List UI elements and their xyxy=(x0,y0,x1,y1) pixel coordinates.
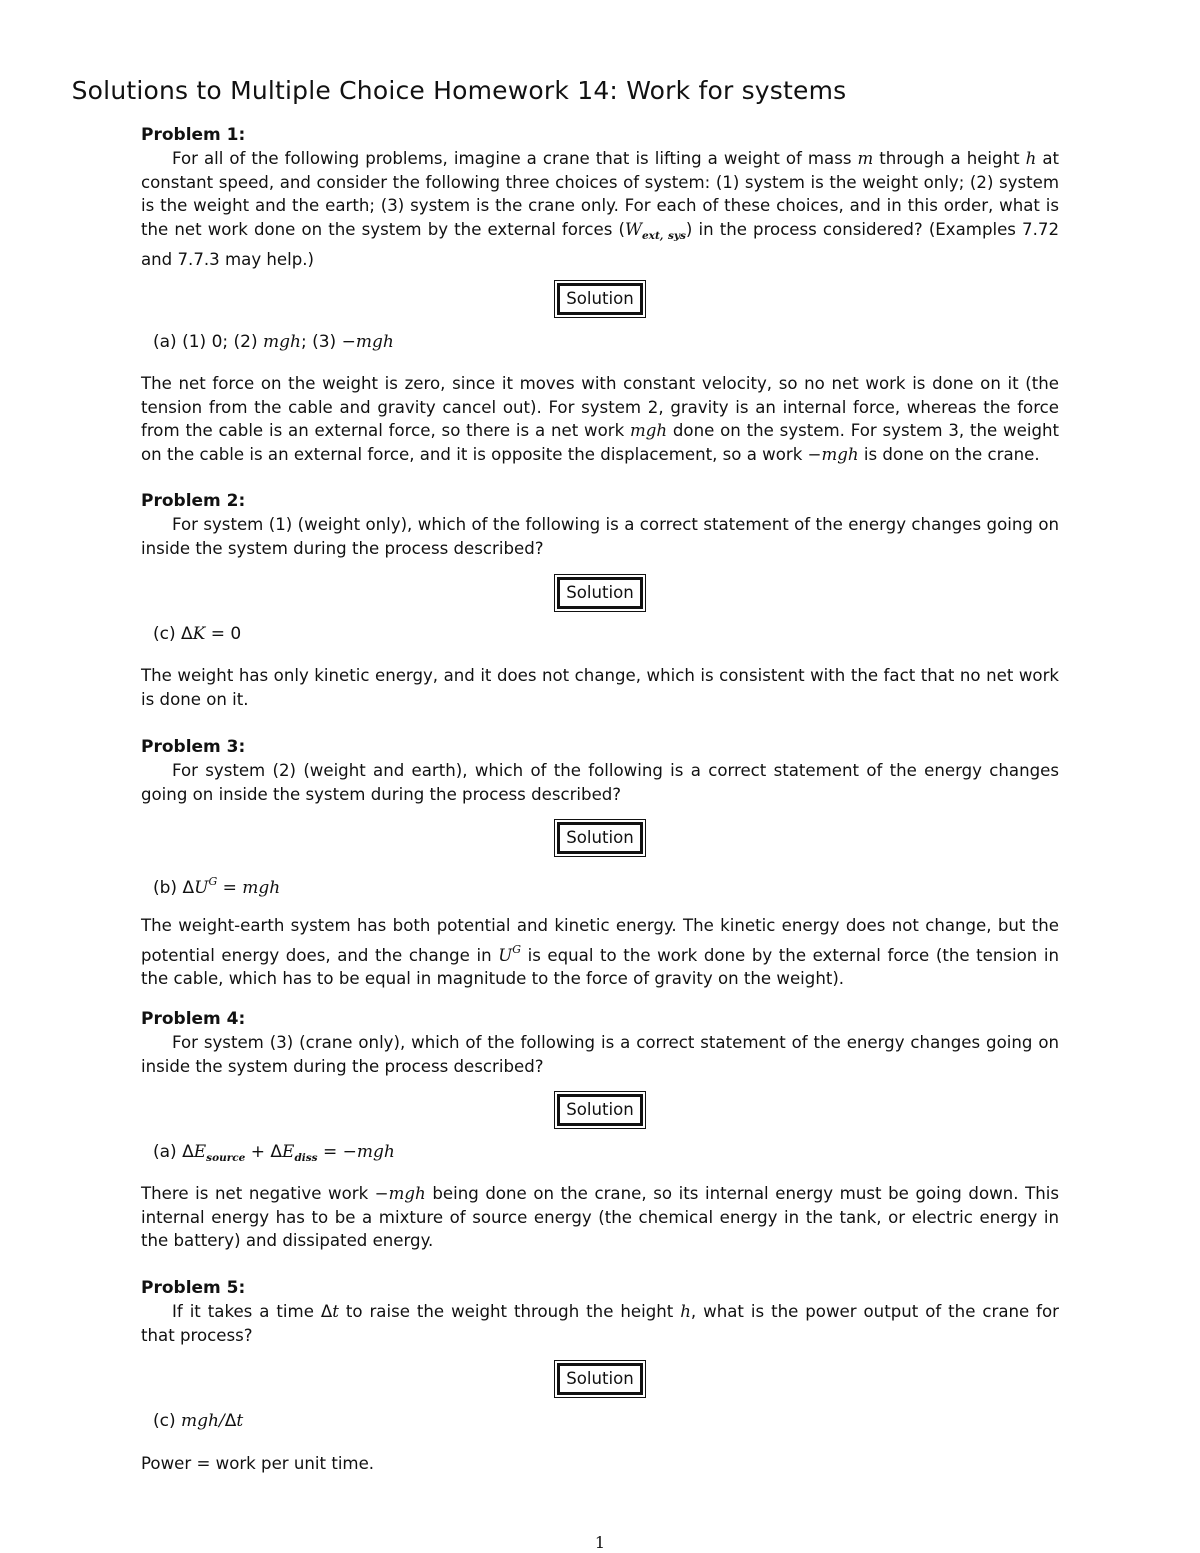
text-run: There is net negative work xyxy=(141,1184,375,1203)
solution-box-3 xyxy=(141,822,1059,854)
solution-label: Solution xyxy=(557,1363,643,1395)
math-superscript: G xyxy=(208,875,218,888)
solution-box-2 xyxy=(141,577,1059,609)
text-run: + xyxy=(245,1142,271,1162)
math-expr: mgh xyxy=(630,421,668,441)
explanation-text xyxy=(141,914,1059,991)
text-run: For all of the following problems, imagine a crane that is lifting a weight of mass xyxy=(172,149,858,168)
text-run: being done on the crane, so its internal energy must be going down. This internal energy has to be a mixture of source energy (the chemical energy in the tank, or electric energy in the battery) and dissipated energy. xyxy=(141,1184,1059,1251)
problem-4 xyxy=(141,1007,1059,1078)
math-var: t xyxy=(332,1302,339,1321)
problem-question xyxy=(141,147,1059,272)
text-run: is done on the crane. xyxy=(858,444,1040,464)
math-symbol: Δ xyxy=(182,1142,194,1162)
math-var: E xyxy=(282,1142,295,1162)
problem-1 xyxy=(141,123,1059,272)
math-var: E xyxy=(193,1142,207,1162)
math-expr: mgh xyxy=(263,332,301,352)
math-subscript: ext, sys xyxy=(642,229,686,242)
math-symbol: Δ xyxy=(181,624,193,644)
text-run: (c) xyxy=(153,1411,182,1431)
text-run: = xyxy=(217,878,243,898)
math-expr: −mgh xyxy=(342,1142,395,1162)
math-subscript: diss xyxy=(294,1152,318,1164)
answer-2 xyxy=(153,622,241,646)
math-symbol: Δ xyxy=(224,1411,237,1431)
problem-heading: Problem 2: xyxy=(141,491,246,511)
math-var: t xyxy=(236,1411,244,1431)
solution-box-5 xyxy=(141,1363,1059,1395)
math-symbol: Δ xyxy=(182,878,195,898)
math-var: m xyxy=(857,149,874,168)
explanation-text xyxy=(141,372,1059,466)
math-var: h xyxy=(680,1302,691,1321)
problem-5 xyxy=(141,1276,1059,1347)
text-run: to raise the weight through the height xyxy=(338,1302,681,1321)
text-run: at constant speed, and consider the following three choices of system: (1) system is the weight only; (2) system is the weight and the earth; (3) system is the crane only. For each of these choices, and in this order, what is the net work done on the system by the external forces ( xyxy=(141,149,1060,239)
explanation-1 xyxy=(141,372,1059,466)
problem-question: For system (3) (crane only), which of the following is a correct statement of the energy changes going on inside the system during the process described? xyxy=(141,1033,1059,1076)
answer-4 xyxy=(153,1140,395,1170)
explanation-text: The weight has only kinetic energy, and it does not change, which is consistent with the fact that no net work is done on it. xyxy=(141,666,1059,709)
math-symbol: / xyxy=(218,1411,225,1431)
math-var: h xyxy=(1025,149,1037,168)
solution-label: Solution xyxy=(557,822,643,854)
explanation-5 xyxy=(141,1452,1059,1476)
problem-question: For system (1) (weight only), which of the following is a correct statement of the energy changes going on inside the system during the process described? xyxy=(141,515,1059,558)
answer-5 xyxy=(153,1409,243,1433)
solution-box-4 xyxy=(141,1094,1059,1126)
text-run: is equal to the work done by the external force (the tension in the cable, which has to be equal in magnitude to the force of gravity on the weight). xyxy=(141,945,1060,989)
text-run: (b) xyxy=(153,878,183,898)
math-expr: −mgh xyxy=(341,332,394,352)
solution-label: Solution xyxy=(557,1094,643,1126)
page-number: 1 xyxy=(594,1533,606,1552)
text-run: ) in the process considered? (Examples 7.72 and 7.7.3 may help.) xyxy=(141,219,1060,270)
solution-label: Solution xyxy=(557,577,643,609)
explanation-3 xyxy=(141,914,1059,991)
solution-box-1 xyxy=(141,283,1059,315)
text-run: done on the system. For system 3, the weight on the cable is an external force, and it is opposite the displacement, so a work xyxy=(141,421,1059,464)
problem-2 xyxy=(141,489,1059,560)
problem-heading: Problem 5: xyxy=(141,1278,246,1298)
problem-heading: Problem 3: xyxy=(141,737,246,757)
text-run: , what is the power output of the crane for that process? xyxy=(141,1302,1059,1345)
math-var: K xyxy=(192,624,206,644)
text-run: through a height xyxy=(873,149,1026,168)
problem-3 xyxy=(141,735,1059,806)
text-run: = xyxy=(317,1142,343,1162)
math-superscript: G xyxy=(512,942,521,956)
text-run: ; (3) xyxy=(300,332,342,352)
problem-heading: Problem 1: xyxy=(141,125,246,145)
page-title: Solutions to Multiple Choice Homework 14: Work for systems xyxy=(71,76,847,105)
text-run: The weight-earth system has both potential and kinetic energy. The kinetic energy does not change, but the potential energy does, and the change in xyxy=(141,916,1059,965)
answer-1 xyxy=(153,330,394,354)
math-subscript: source xyxy=(206,1152,246,1164)
text-run: The net force on the weight is zero, since it moves with constant velocity, so no net work is done on it (the tension from the cable and gravity cancel out). For system 2, gravity is an internal force, whereas the force from the cable is an external force, so there is a net work xyxy=(141,374,1059,441)
answer-3 xyxy=(153,870,280,900)
explanation-text: Power = work per unit time. xyxy=(141,1454,375,1473)
explanation-text xyxy=(141,1182,1059,1253)
explanation-2 xyxy=(141,664,1059,711)
text-run: If it takes a time xyxy=(172,1302,321,1321)
math-symbol: Δ xyxy=(320,1302,333,1321)
text-run: (a) (1) 0; (2) xyxy=(153,332,264,352)
text-run: (c) xyxy=(153,624,182,644)
math-symbol: Δ xyxy=(270,1142,283,1162)
problem-question xyxy=(141,1300,1059,1347)
math-var: W xyxy=(624,219,642,239)
math-var: U xyxy=(498,945,513,965)
math-expr: −mgh xyxy=(807,444,859,464)
math-expr: −mgh xyxy=(374,1184,426,1203)
explanation-4 xyxy=(141,1182,1059,1253)
text-run: (a) xyxy=(153,1142,183,1162)
text-run: = 0 xyxy=(205,624,242,644)
solution-label: Solution xyxy=(557,283,643,315)
math-expr: mgh xyxy=(242,878,281,898)
math-var: U xyxy=(194,878,209,898)
problem-question: For system (2) (weight and earth), which of the following is a correct statement of the energy changes going on inside the system during the process described? xyxy=(141,761,1059,804)
math-expr: mgh xyxy=(181,1411,219,1431)
problem-heading: Problem 4: xyxy=(141,1009,246,1029)
